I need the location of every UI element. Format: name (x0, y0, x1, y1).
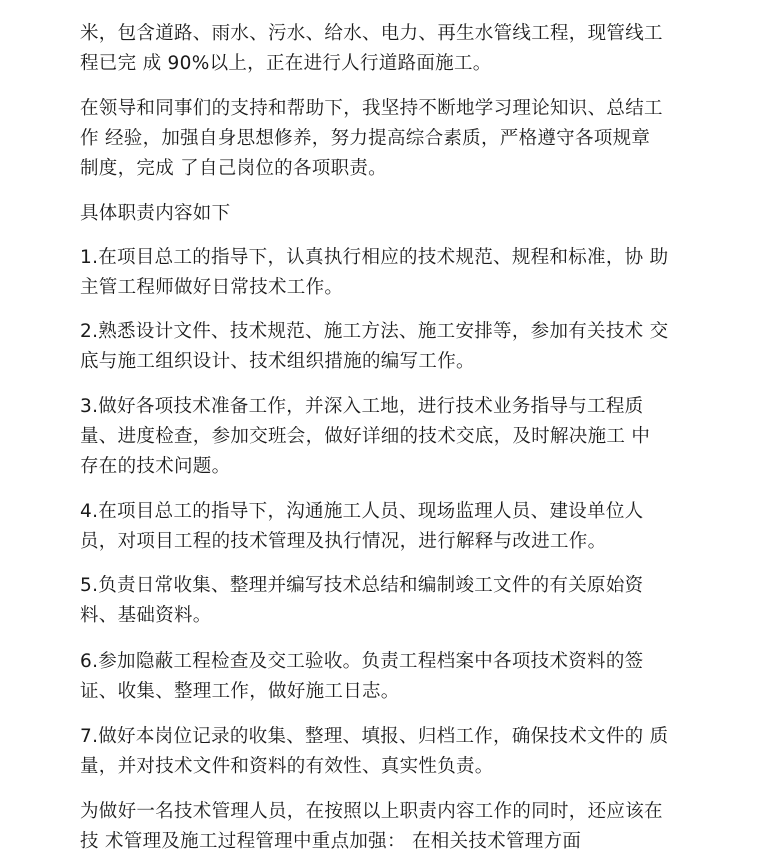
text-line: 底与施工组织设计、技术组织措施的编写工作。 (80, 351, 475, 372)
text-line: 米，包含道路、雨水、污水、给水、电力、再生水管线工程，现管线工 (80, 23, 663, 44)
paragraph-closing (80, 797, 720, 857)
text-line: 制度，完成 了自己岗位的各项职责。 (80, 158, 387, 179)
paragraph-project-progress (80, 19, 720, 79)
text-line: 证、收集、整理工作，做好施工日志。 (80, 681, 400, 702)
section-heading-duties (80, 199, 720, 229)
text-line: 6.参加隐蔽工程检查及交工验收。负责工程档案中各项技术资料的签 (80, 651, 644, 672)
text-line: 2.熟悉设计文件、技术规范、施工方法、施工安排等，参加有关技术 交 (80, 321, 669, 342)
text-line: 程已完 成 90%以上，正在进行人行道路面施工。 (80, 53, 492, 74)
text-line: 5.负责日常收集、整理并编写技术总结和编制竣工文件的有关原始资 (80, 575, 644, 596)
text-line: 存在的技术问题。 (80, 456, 231, 477)
duty-item-1 (80, 243, 720, 303)
text-line: 1.在项目总工的指导下，认真执行相应的技术规范、规程和标准，协 助 (80, 247, 669, 268)
text-line: 主管工程师做好日常技术工作。 (80, 277, 344, 298)
text-line: 3.做好各项技术准备工作，并深入工地，进行技术业务指导与工程质 (80, 396, 644, 417)
text-line: 料、基础资料。 (80, 605, 212, 626)
text-line: 作 经验，加强自身思想修养，努力提高综合素质，严格遵守各项规章 (80, 128, 651, 149)
duty-item-4 (80, 497, 720, 557)
duty-item-7 (80, 722, 720, 782)
text-line: 在领导和同事们的支持和帮助下，我坚持不断地学习理论知识、总结工 (80, 98, 663, 119)
text-line: 量、进度检查，参加交班会，做好详细的技术交底，及时解决施工 中 (80, 426, 651, 447)
duty-item-3 (80, 392, 720, 482)
text-line: 7.做好本岗位记录的收集、整理、填报、归档工作，确保技术文件的 质 (80, 726, 669, 747)
text-line: 技 术管理及施工过程管理中重点加强： 在相关技术管理方面 (80, 831, 582, 852)
duty-item-2 (80, 317, 720, 377)
duty-item-6 (80, 647, 720, 707)
text-line: 员，对项目工程的技术管理及执行情况，进行解释与改进工作。 (80, 531, 607, 552)
text-line: 量，并对技术文件和资料的有效性、真实性负责。 (80, 756, 494, 777)
text-line: 具体职责内容如下 (80, 203, 231, 224)
text-line: 为做好一名技术管理人员，在按照以上职责内容工作的同时，还应该在 (80, 801, 663, 822)
paragraph-self-improvement (80, 94, 720, 184)
text-line: 4.在项目总工的指导下，沟通施工人员、现场监理人员、建设单位人 (80, 501, 644, 522)
duty-item-5 (80, 571, 720, 631)
